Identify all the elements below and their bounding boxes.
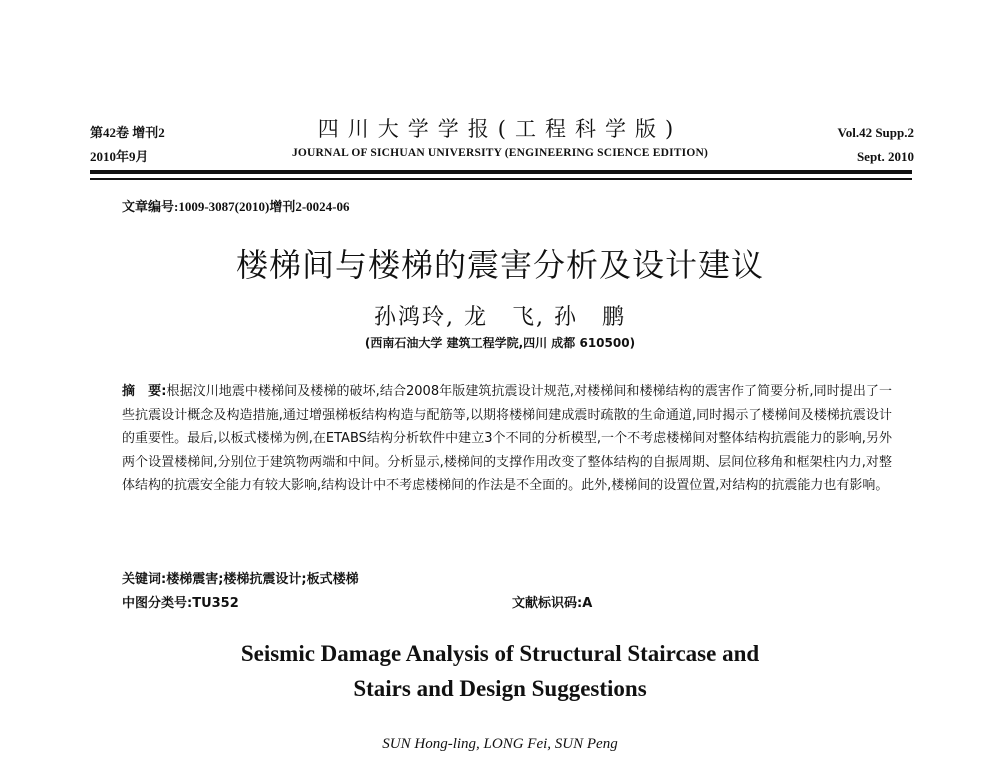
journal-name-en: JOURNAL OF SICHUAN UNIVERSITY (ENGINEERING SCIENCE EDITION) — [291, 147, 709, 159]
document-code: 文献标识码:A — [512, 596, 593, 611]
paper-title-cn: 楼梯间与楼梯的震害分析及设计建议 — [235, 246, 764, 284]
authors-cn: 孙鸿玲, 龙 飞, 孙 鹏 — [374, 305, 626, 330]
journal-name-cn: 四川大学学报(工程科学版) — [317, 117, 683, 141]
affiliation-cn: (西南石油大学 建筑工程学院,四川 成都 610500) — [364, 336, 636, 350]
paper-title-en-line1: Seismic Damage Analysis of Structural Staircase and — [240, 641, 760, 666]
keywords: 关键词:楼梯震害;楼梯抗震设计;板式楼梯 — [122, 572, 359, 587]
volume-issue-cn: 第42卷 增刊2 — [90, 125, 165, 140]
header-left — [90, 121, 165, 169]
abstract-text: 根据汶川地震中楼梯间及楼梯的破坏,结合2008年版建筑抗震设计规范,对楼梯间和楼梯结构的震害作了简要分析,同时提出了一些抗震设计概念及构造措施,通过增强梯板结构构造与配筋等,以期将楼梯间建成震时疏散的生命通道,同时揭示了楼梯间及楼梯抗震设计的重要性。最后,以板式楼梯为例,在ETABS结构分析软件中建立3个不同的分析模型,一个不考虑楼梯间对整体结构抗震能力的影响,另外两个设置楼梯间,分别位于建筑物两端和中间。分析显示,楼梯间的支撑作用改变了整体结构的自振周期、层间位移角和框架柱内力,对整体结构的抗震安全能力有较大影响,结构设计中不考虑楼梯间的作法是不全面的。此外,楼梯间的设置位置,对结构的抗震能力也有影响。 — [122, 384, 892, 493]
paper-title-en-line2: Stairs and Design Suggestions — [353, 676, 647, 701]
header-right — [838, 121, 914, 169]
publication-date-cn: 2010年9月 — [90, 149, 149, 164]
paper-title-en — [0, 636, 1000, 706]
publication-date-en: Sept. 2010 — [856, 149, 914, 164]
header-rule-thin — [90, 178, 912, 180]
journal-header — [250, 113, 750, 159]
abstract — [122, 380, 892, 498]
header-rule-thick — [90, 170, 912, 174]
authors-en: SUN Hong-ling, LONG Fei, SUN Peng — [382, 736, 618, 752]
article-number: 文章编号:1009-3087(2010)增刊2-0024-06 — [122, 199, 350, 214]
clc-number: 中图分类号:TU352 — [122, 596, 239, 611]
abstract-label: 摘 要: — [122, 384, 167, 399]
volume-issue-en: Vol.42 Supp.2 — [837, 125, 914, 140]
